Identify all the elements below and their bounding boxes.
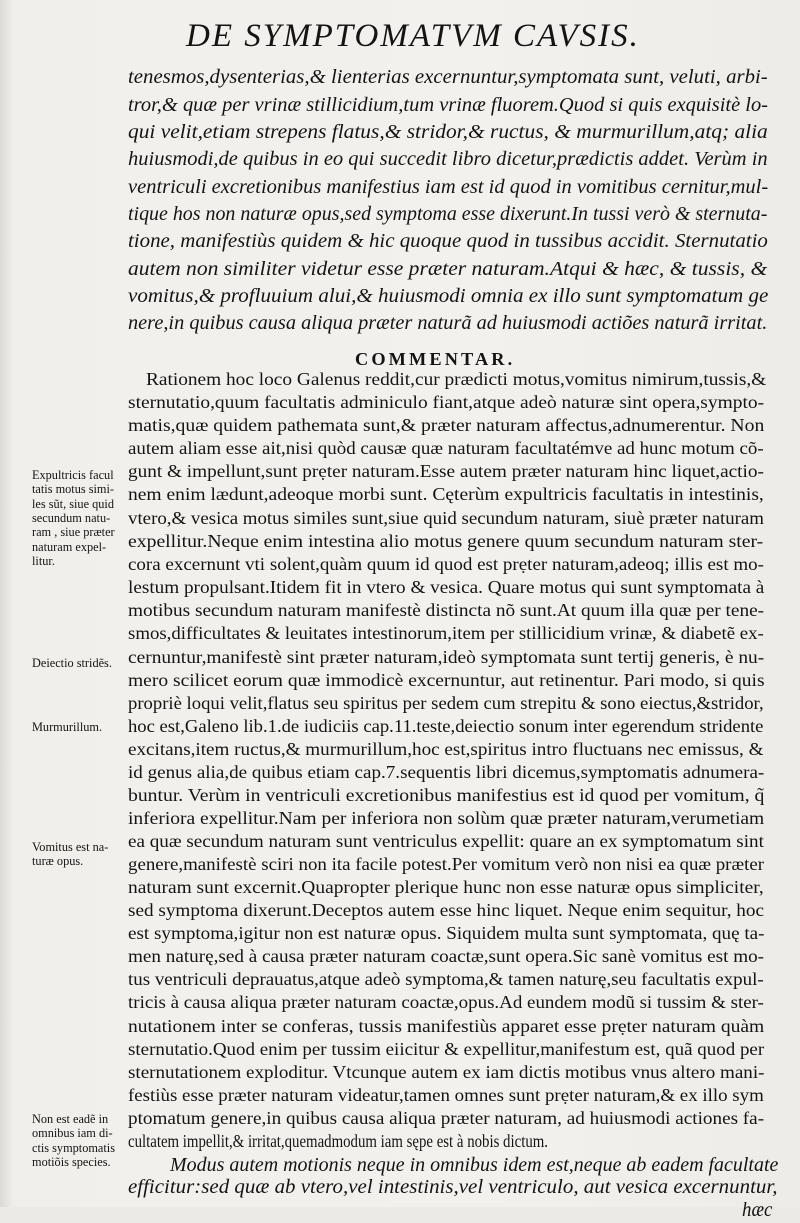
margin-note-line: Vomitus est na- xyxy=(32,840,109,854)
running-head: DE SYMPTOMATVM CAVSIS. xyxy=(186,18,640,54)
text-line: nere,in quibus causa aliqua præter naturã ad huiusmodi actiões naturã irritat. xyxy=(128,313,768,334)
text-line: tus ventriculi deprauatus,atque adeò symptoma,& tamen naturę,seu facultatis expul- xyxy=(128,969,764,989)
text-line: propriè loqui velit,flatus seu spiritus per sedem cum strepitu & sono eiectus,&stridor, xyxy=(128,693,764,713)
margin-note-line: secundum natu- xyxy=(32,510,111,525)
text-line: ptomatum genere,in quibus causa aliqua præter naturam, ad huiusmodi actiones fa- xyxy=(128,1108,765,1128)
text-line: mero scilicet eorum quæ immodicè excernuntur, aut retinentur. Pari modo, si quis xyxy=(128,670,765,690)
margin-note-line: Non est eadẽ in xyxy=(32,1112,109,1126)
text-line: ea quæ secundum naturam sunt ventriculus expellit: quare an ex symptomatum sint xyxy=(128,831,764,851)
margin-note-line: ctis symptomatis xyxy=(32,1140,116,1155)
text-line: tricis à causa aliqua præter naturam coactæ,opus.Ad eundem modũ si tussim & ster- xyxy=(128,992,764,1012)
text-line: efficitur:sed quæ ab vtero,vel intestinis,vel ventriculo, aut vesica excernuntur, xyxy=(128,1177,778,1198)
margin-note-line: motiõis species. xyxy=(32,1154,111,1169)
text-line: tique hos non naturæ opus,sed symptoma esse dixerunt.In tussi verò & sternuta- xyxy=(128,204,768,225)
text-line: tror,& quæ per vrinæ stillicidium,tum vrinæ fluorem.Quod si quis exquisitè lo- xyxy=(128,95,768,116)
margin-note-line: ram , siue præter xyxy=(32,525,115,540)
margin-note-line: omnibus iam di- xyxy=(32,1126,113,1141)
text-line: tione, manifestiùs quidem & hic quoque quod in tussibus accidit. Sternutatio xyxy=(128,231,768,252)
text-line: ventriculi excretionibus manifestius iam est id quod in vomitibus cernitur,mul- xyxy=(128,177,769,198)
text-line: cultatem impellit,& irritat,quemadmodum iam sępe est à nobis dictum. xyxy=(128,1131,548,1151)
margin-note-line: tatis motus simi- xyxy=(32,482,114,497)
text-line: men naturę,sed à causa præter naturam coactæ,sunt opera.Sic sanè vomitus est mo- xyxy=(128,946,765,966)
text-line: vomitus,& profluuium alui,& huiusmodi omnia ex illo sunt symptomatum ge xyxy=(128,286,769,307)
text-line: Modus autem motionis neque in omnibus idem est,neque ab eadem facultate xyxy=(170,1155,779,1176)
text-line: autem non similiter videtur esse præter naturam.Atqui & hæc, & tussis, & xyxy=(128,259,768,280)
catchword: hæc xyxy=(742,1200,773,1221)
text-line: sternutationem exploditur. Vtcunque autem ex iam dictis motibus vnus altero mani- xyxy=(128,1062,765,1082)
text-line: excitans,item ructus,& murmurillum,hoc est,spiritus intro fluctuans nec emissus, & xyxy=(128,739,764,759)
text-line: huiusmodi,de quibus in eo qui succedit libro dicetur,prædictis addet. Verùm in xyxy=(128,149,768,170)
text-line: inferiora expellitur.Nam per inferiora non solùm quæ præter naturam,verumetiam xyxy=(128,808,765,828)
text-line: vtero,& vesica motus similes sunt,siue quid secundum naturam, siuè præter naturam xyxy=(128,508,764,528)
text-line: nutationem inter se conferas, tussis manifestiùs apparet esse prẹter naturam quàm xyxy=(128,1016,765,1036)
text-line: festiùs esse præter naturam videatur,tamen omnes sunt prẹter naturam,& ex illo sym xyxy=(128,1085,764,1105)
margin-note-line: les sũt, siue quid xyxy=(32,496,114,511)
margin-note-line: Expultricis facul xyxy=(32,468,114,482)
text-line: hoc est,Galeno lib.1.de iudiciis cap.11.teste,deiectio sonum inter egerendum stridente xyxy=(128,716,764,736)
text-line: matis,quæ quidem pathemata sunt,& præter naturam affectus,adnumerentur. Non xyxy=(128,415,765,435)
margin-note-line: naturam expel- xyxy=(32,539,107,554)
text-line: sed symptoma dixerunt.Deceptos autem esse hinc liquet. Neque enim sequitur, hoc xyxy=(128,900,765,920)
margin-note-line: turæ opus. xyxy=(32,854,84,869)
text-line: motibus secundum naturam manifestè distincta nõ sunt.At quum illa quæ per tene- xyxy=(128,600,765,620)
text-line: smos,difficultates & leuitates intestinorum,item per stillicidium vrinæ, & diabetẽ ex- xyxy=(128,623,764,643)
text-line: lestum propulsant.Itidem fit in vtero & vesica. Quare motus qui sunt symptomata à xyxy=(128,577,765,597)
text-line: cora excernunt vti solent,quàm quum id quod est prẹter naturam,adeoq; illis est mo- xyxy=(128,554,764,574)
text-line: naturam sunt excernit.Quapropter plerique hunc non esse naturæ opus simpliciter, xyxy=(128,877,764,897)
text-line: nem enim lædunt,adeoque morbi sunt. Cęterùm expultricis facultatis in intestinis, xyxy=(128,484,764,504)
text-line: sternutatio,quum facultatis adminiculo fiant,atque adeò naturæ sint opera,sympto- xyxy=(128,392,765,412)
text-line: Rationem hoc loco Galenus reddit,cur prædicti motus,vomitus nimirum,tussis,& xyxy=(146,369,767,389)
text-line: est symptoma,igitur non est naturæ opus. Siquidem multa sunt symptomata, quę ta- xyxy=(128,923,765,943)
text-line: id genus alia,de quibus etiam cap.7.sequentis libri dicemus,symptomatis adnumera- xyxy=(128,762,765,782)
margin-note-line: litur. xyxy=(32,553,55,568)
text-line: genere,manifestè sciri non ita facile potest.Per vomitum verò non nisi ea quæ præter xyxy=(128,854,765,874)
text-line: tenesmos,dysenterias,& lienterias excernuntur,symptomata sunt, veluti, arbi- xyxy=(128,67,768,88)
text-line: expellitur.Neque enim intestina alio motus genere quum secundum naturam ster- xyxy=(128,531,764,551)
text-line: qui velit,etiam strepens flatus,& stridor,& ructus, & murmurillum,atq; alia xyxy=(128,122,768,143)
text-line: gunt & impellunt,sunt prẹter naturam.Esse autem præter naturam hinc liquet,actio- xyxy=(128,461,764,481)
text-line: cernuntur,manifestè sint præter naturam,ideò symptomata sunt tertij generis, è nu- xyxy=(128,647,765,667)
text-line: sternutatio.Quod enim per tussim eiicitur & expellitur,manifestum est, quã quod per xyxy=(128,1039,765,1059)
margin-note-line: Deiectio stridẽs. xyxy=(32,656,112,670)
text-line: buntur. Verùm in ventriculi excretionibus manifestius est id quod per vomitum, q̃ xyxy=(128,785,765,805)
section-heading: COMMENTAR. xyxy=(355,349,516,369)
text-line: autem aliam esse ait,nisi quòd causæ quæ naturam facultatémve ad hunc motum cõ- xyxy=(128,438,764,458)
margin-note-line: Murmurillum. xyxy=(32,720,103,734)
